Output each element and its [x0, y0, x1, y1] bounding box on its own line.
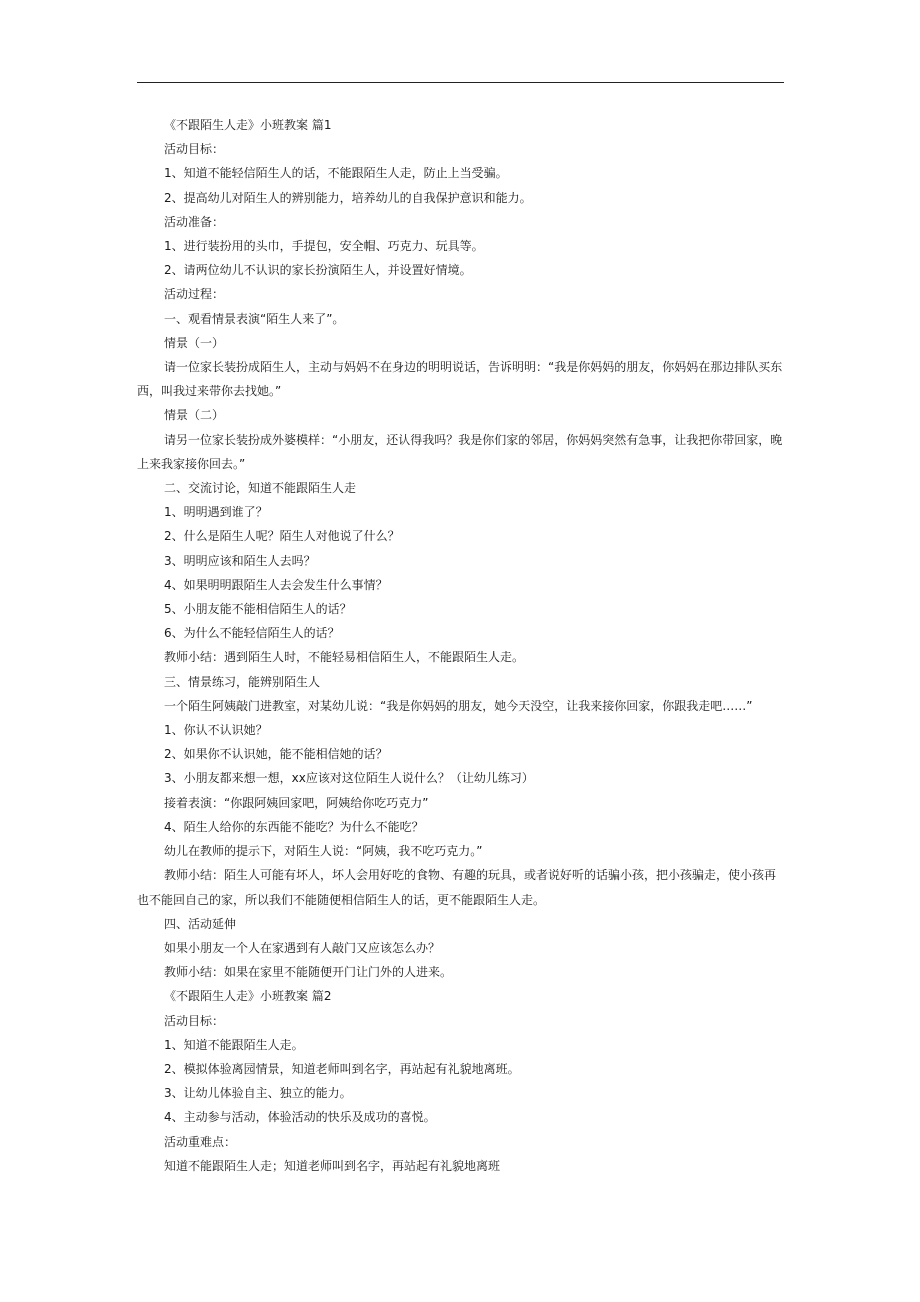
- document-body: [137, 113, 787, 1178]
- paragraph: 一个陌生阿姨敲门进教室，对某幼儿说：“我是你妈妈的朋友，她今天没空，让我来接你回家，你跟我走吧……”: [164, 698, 753, 713]
- heading-goals: 活动目标：: [164, 1013, 225, 1028]
- header-rule: [137, 82, 784, 83]
- heading-goals: 活动目标：: [164, 142, 225, 157]
- list-item: 2、什么是陌生人呢？陌生人对他说了什么？: [164, 529, 400, 544]
- list-item: 3、明明应该和陌生人去吗？: [164, 553, 316, 568]
- teacher-summary: 教师小结：遇到陌生人时，不能轻易相信陌生人，不能跟陌生人走。: [164, 650, 525, 665]
- list-item: 4、陌生人给你的东西能不能吃？为什么不能吃？: [164, 819, 424, 834]
- teacher-summary: 教师小结：陌生人可能有坏人，坏人会用好吃的食物、有趣的玩具，或者说好听的话骗小孩，把小孩骗走，使小孩再也不能回自己的家，所以我们不能随便相信陌生人的话，更不能跟陌生人走。: [137, 868, 777, 907]
- list-item: 2、请两位幼儿不认识的家长扮演陌生人，并设置好情境。: [164, 263, 472, 278]
- section-title-1: 《不跟陌生人走》小班教案 篇1: [164, 118, 332, 132]
- list-item: 1、进行装扮用的头巾，手提包，安全帽、巧克力、玩具等。: [164, 239, 484, 254]
- teacher-summary: 教师小结：如果在家里不能随便开门让门外的人进来。: [164, 965, 453, 980]
- step-heading: 三、情景练习，能辨别陌生人: [164, 674, 321, 689]
- list-item: 6、为什么不能轻信陌生人的话？: [164, 626, 340, 641]
- paragraph: 如果小朋友一个人在家遇到有人敲门又应该怎么办？: [164, 940, 441, 955]
- heading-preparation: 活动准备：: [164, 214, 225, 229]
- heading-key-points: 活动重难点：: [164, 1134, 237, 1149]
- paragraph: 请另一位家长装扮成外婆模样：“小朋友，还认得我吗？我是你们家的邻居，你妈妈突然有急事，让我把你带回家，晚上来我家接你回去。”: [137, 432, 783, 471]
- section-title-2: 《不跟陌生人走》小班教案 篇2: [164, 989, 332, 1004]
- paragraph: 知道不能跟陌生人走；知道老师叫到名字，再站起有礼貌地离班: [164, 1158, 501, 1173]
- list-item: 3、让幼儿体验自主、独立的能力。: [164, 1086, 352, 1101]
- list-item: 3、小朋友都来想一想，xx应该对这位陌生人说什么？（让幼儿练习）: [164, 771, 534, 786]
- paragraph: 幼儿在教师的提示下，对陌生人说：“阿姨，我不吃巧克力。”: [164, 844, 483, 859]
- scene-label: 情景（二）: [164, 408, 225, 423]
- heading-process: 活动过程：: [164, 287, 225, 302]
- paragraph: 接着表演：“你跟阿姨回家吧，阿姨给你吃巧克力”: [164, 795, 429, 810]
- list-item: 1、明明遇到谁了？: [164, 505, 268, 520]
- list-item: 1、知道不能跟陌生人走。: [164, 1037, 304, 1052]
- list-item: 2、模拟体验离园情景，知道老师叫到名字，再站起有礼貌地离班。: [164, 1061, 520, 1076]
- list-item: 4、如果明明跟陌生人去会发生什么事情？: [164, 577, 388, 592]
- step-heading: 四、活动延伸: [164, 916, 237, 931]
- list-item: 2、提高幼儿对陌生人的辨别能力，培养幼儿的自我保护意识和能力。: [164, 190, 532, 205]
- step-heading: 一、观看情景表演“陌生人来了”。: [164, 311, 345, 326]
- list-item: 4、主动参与活动，体验活动的快乐及成功的喜悦。: [164, 1110, 436, 1125]
- list-item: 2、如果你不认识她，能不能相信她的话？: [164, 747, 388, 762]
- list-item: 1、你认不认识她？: [164, 723, 268, 738]
- list-item: 1、知道不能轻信陌生人的话，不能跟陌生人走，防止上当受骗。: [164, 166, 508, 181]
- paragraph: 请一位家长装扮成陌生人，主动与妈妈不在身边的明明说话，告诉明明：“我是你妈妈的朋友，你妈妈在那边排队买东西，叫我过来带你去找她。”: [137, 360, 783, 399]
- scene-label: 情景（一）: [164, 335, 225, 350]
- list-item: 5、小朋友能不能相信陌生人的话？: [164, 602, 352, 617]
- step-heading: 二、交流讨论，知道不能跟陌生人走: [164, 481, 357, 496]
